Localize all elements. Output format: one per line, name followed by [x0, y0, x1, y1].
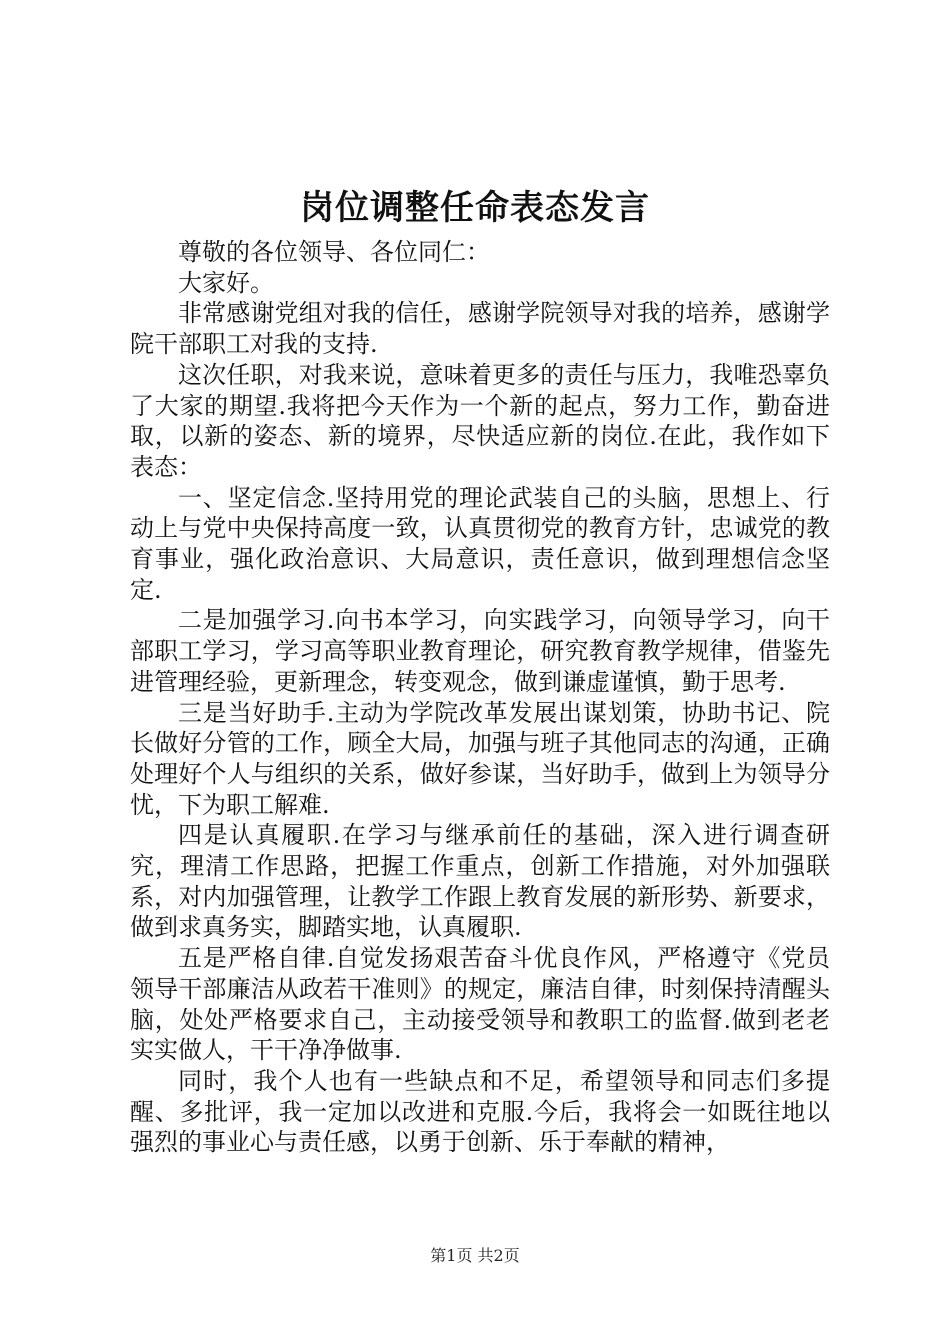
- greeting: 大家好。: [178, 268, 274, 297]
- page-number: 第1页 共2页: [430, 1246, 520, 1265]
- paragraph-point-1: 一、坚定信念.坚持用党的理论武装自己的头脑，思想上、行动上与党中央保持高度一致，认真贯彻党的教育方针，忠诚党的教育事业，强化政治意识、大局意识，责任意识，做到理想信念坚定.: [130, 483, 830, 604]
- paragraph-thanks: 非常感谢党组对我的信任，感谢学院领导对我的培养，感谢学院干部职工对我的支持.: [130, 299, 830, 359]
- paragraph-point-5: 五是严格自律.自觉发扬艰苦奋斗优良作风，严格遵守《党员领导干部廉洁从政若干准则》的规定，廉洁自律，时刻保持清醒头脑，处处严格要求自己，主动接受领导和教职工的监督.做到老老实实做人，干干净净做事.: [130, 944, 830, 1065]
- paragraph-appointment: 这次任职，对我来说，意味着更多的责任与压力，我唯恐辜负了大家的期望.我将把今天作为一个新的起点，努力工作，勤奋进取，以新的姿态、新的境界，尽快适应新的岗位.在此，我作如下表态：: [130, 360, 830, 481]
- salutation: 尊敬的各位领导、各位同仁：: [178, 238, 490, 266]
- document-title: 岗位调整任命表态发言: [300, 188, 650, 228]
- paragraph-point-2: 二是加强学习.向书本学习，向实践学习，向领导学习，向干部职工学习，学习高等职业教育理论，研究教育教学规律，借鉴先进管理经验，更新理念，转变观念，做到谦虚谨慎，勤于思考.: [130, 606, 830, 696]
- document-body: [130, 237, 830, 1158]
- paragraph-point-3: 三是当好助手.主动为学院改革发展出谋划策，协助书记、院长做好分管的工作，顾全大局，加强与班子其他同志的沟通，正确处理好个人与组织的关系，做好参谋，当好助手，做到上为领导分忧，下为职工解难.: [130, 698, 830, 819]
- paragraph-closing: 同时，我个人也有一些缺点和不足，希望领导和同志们多提醒、多批评，我一定加以改进和克服.今后，我将会一如既往地以强烈的事业心与责任感，以勇于创新、乐于奉献的精神，: [130, 1066, 830, 1157]
- paragraph-point-4: 四是认真履职.在学习与继承前任的基础，深入进行调查研究，理清工作思路，把握工作重点，创新工作措施，对外加强联系，对内加强管理，让教学工作跟上教育发展的新形势、新要求，做到求真务实，脚踏实地，认真履职.: [130, 821, 830, 942]
